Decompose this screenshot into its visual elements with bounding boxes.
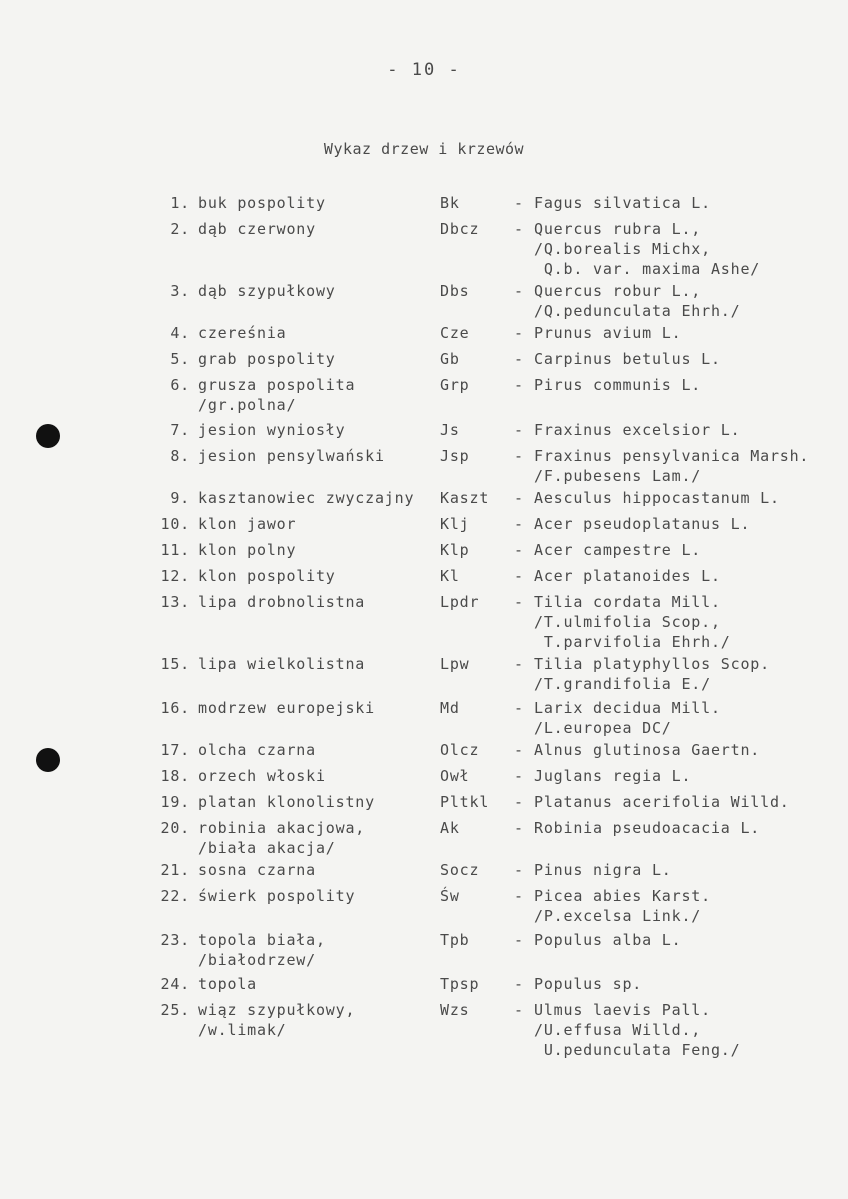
latin-name-line: /Q.pedunculata Ehrh./ bbox=[534, 302, 741, 320]
entry-number: 17. bbox=[160, 741, 190, 759]
dash-separator: - bbox=[514, 567, 524, 585]
polish-name-line: grusza pospolita bbox=[198, 376, 356, 394]
latin-name-line: Quercus rubra L., bbox=[534, 220, 702, 238]
entry-number: 1. bbox=[170, 194, 190, 212]
polish-name bbox=[198, 860, 316, 880]
entry-number: 12. bbox=[160, 567, 190, 585]
latin-name bbox=[534, 654, 770, 694]
polish-name bbox=[198, 420, 345, 440]
latin-name-line: Pirus communis L. bbox=[534, 376, 702, 394]
abbreviation: Kl bbox=[440, 567, 460, 585]
latin-name-line: Fraxinus pensylvanica Marsh. bbox=[534, 447, 810, 465]
entry-number: 9. bbox=[170, 489, 190, 507]
latin-name-line: /P.excelsa Link./ bbox=[534, 907, 702, 925]
polish-name bbox=[198, 349, 336, 369]
dash-separator: - bbox=[514, 515, 524, 533]
latin-name-line: Aesculus hippocastanum L. bbox=[534, 489, 780, 507]
punch-hole-bottom bbox=[36, 748, 60, 772]
polish-name bbox=[198, 281, 336, 301]
dash-separator: - bbox=[514, 421, 524, 439]
polish-name-line: /gr.polna/ bbox=[198, 396, 297, 414]
latin-name bbox=[534, 420, 740, 440]
polish-name-line: modrzew europejski bbox=[198, 699, 375, 717]
polish-name bbox=[198, 375, 355, 415]
abbreviation: Dbs bbox=[440, 282, 470, 300]
latin-name-line: Acer platanoides L. bbox=[534, 567, 721, 585]
latin-name-line: U.pedunculata Feng./ bbox=[534, 1041, 741, 1059]
abbreviation: Js bbox=[440, 421, 460, 439]
polish-name-line: klon pospolity bbox=[198, 567, 336, 585]
polish-name bbox=[198, 592, 365, 612]
page-title: Wykaz drzew i krzewów bbox=[323, 140, 525, 158]
dash-separator: - bbox=[514, 793, 524, 811]
dash-separator: - bbox=[514, 376, 524, 394]
latin-name bbox=[534, 349, 721, 369]
dash-separator: - bbox=[514, 741, 524, 759]
polish-name-line: dąb czerwony bbox=[198, 220, 316, 238]
dash-separator: - bbox=[514, 931, 524, 949]
abbreviation: Św bbox=[440, 887, 460, 905]
abbreviation: Olcz bbox=[440, 741, 480, 759]
abbreviation: Dbcz bbox=[440, 220, 480, 238]
polish-name bbox=[198, 740, 316, 760]
latin-name bbox=[534, 1000, 740, 1060]
polish-name-line: platan klonolistny bbox=[198, 793, 375, 811]
latin-name-line: /L.europea DC/ bbox=[534, 719, 672, 737]
abbreviation: Tpb bbox=[440, 931, 470, 949]
polish-name bbox=[198, 566, 336, 586]
polish-name-line: /białodrzew/ bbox=[198, 951, 316, 969]
abbreviation: Socz bbox=[440, 861, 480, 879]
abbreviation: Tpsp bbox=[440, 975, 480, 993]
latin-name-line: Acer pseudoplatanus L. bbox=[534, 515, 751, 533]
latin-name-line: /Q.borealis Michx, bbox=[534, 240, 711, 258]
latin-name-line: Alnus glutinosa Gaertn. bbox=[534, 741, 761, 759]
abbreviation: Lpdr bbox=[440, 593, 480, 611]
dash-separator: - bbox=[514, 655, 524, 673]
abbreviation: Cze bbox=[440, 324, 470, 342]
entry-number: 5. bbox=[170, 350, 190, 368]
entry-number: 22. bbox=[160, 887, 190, 905]
latin-name-line: Fraxinus excelsior L. bbox=[534, 421, 741, 439]
dash-separator: - bbox=[514, 350, 524, 368]
dash-separator: - bbox=[514, 489, 524, 507]
polish-name-line: topola biała, bbox=[198, 931, 326, 949]
abbreviation: Wzs bbox=[440, 1001, 470, 1019]
latin-name-line: Larix decidua Mill. bbox=[534, 699, 721, 717]
entry-number: 20. bbox=[160, 819, 190, 837]
polish-name-line: lipa drobnolistna bbox=[198, 593, 366, 611]
entry-number: 10. bbox=[160, 515, 190, 533]
dash-separator: - bbox=[514, 767, 524, 785]
polish-name bbox=[198, 540, 296, 560]
abbreviation: Bk bbox=[440, 194, 460, 212]
latin-name bbox=[534, 698, 721, 738]
entry-number: 19. bbox=[160, 793, 190, 811]
polish-name bbox=[198, 193, 326, 213]
polish-name-line: orzech włoski bbox=[198, 767, 326, 785]
polish-name bbox=[198, 323, 286, 343]
polish-name bbox=[198, 698, 375, 718]
polish-name-line: /w.limak/ bbox=[198, 1021, 287, 1039]
latin-name bbox=[534, 193, 711, 213]
abbreviation: Grp bbox=[440, 376, 470, 394]
latin-name-line: /U.effusa Willd., bbox=[534, 1021, 702, 1039]
latin-name-line: Carpinus betulus L. bbox=[534, 350, 721, 368]
latin-name bbox=[534, 818, 760, 838]
abbreviation: Owł bbox=[440, 767, 470, 785]
dash-separator: - bbox=[514, 324, 524, 342]
latin-name bbox=[534, 323, 681, 343]
polish-name bbox=[198, 446, 385, 466]
latin-name bbox=[534, 488, 780, 508]
polish-name bbox=[198, 1000, 355, 1040]
entry-number: 11. bbox=[160, 541, 190, 559]
latin-name-line: Q.b. var. maxima Ashe/ bbox=[534, 260, 761, 278]
entry-number: 18. bbox=[160, 767, 190, 785]
latin-name-line: Tilia cordata Mill. bbox=[534, 593, 721, 611]
entry-number: 23. bbox=[160, 931, 190, 949]
dash-separator: - bbox=[514, 220, 524, 238]
abbreviation: Klp bbox=[440, 541, 470, 559]
polish-name-line: /biała akacja/ bbox=[198, 839, 336, 857]
polish-name bbox=[198, 886, 355, 906]
dash-separator: - bbox=[514, 975, 524, 993]
polish-name-line: jesion wyniosły bbox=[198, 421, 346, 439]
polish-name bbox=[198, 488, 414, 508]
latin-name-line: Populus alba L. bbox=[534, 931, 682, 949]
latin-name-line: Ulmus laevis Pall. bbox=[534, 1001, 711, 1019]
latin-name bbox=[534, 886, 711, 926]
entry-number: 13. bbox=[160, 593, 190, 611]
dash-separator: - bbox=[514, 699, 524, 717]
dash-separator: - bbox=[514, 282, 524, 300]
latin-name bbox=[534, 281, 740, 321]
polish-name-line: grab pospolity bbox=[198, 350, 336, 368]
abbreviation: Pltkl bbox=[440, 793, 490, 811]
latin-name-line: Juglans regia L. bbox=[534, 767, 692, 785]
entry-number: 16. bbox=[160, 699, 190, 717]
dash-separator: - bbox=[514, 887, 524, 905]
polish-name bbox=[198, 766, 326, 786]
dash-separator: - bbox=[514, 1001, 524, 1019]
polish-name-line: klon jawor bbox=[198, 515, 297, 533]
latin-name bbox=[534, 930, 681, 950]
latin-name-line: /F.pubesens Lam./ bbox=[534, 467, 702, 485]
latin-name-line: Tilia platyphyllos Scop. bbox=[534, 655, 770, 673]
latin-name-line: Quercus robur L., bbox=[534, 282, 702, 300]
polish-name-line: olcha czarna bbox=[198, 741, 316, 759]
polish-name-line: czereśnia bbox=[198, 324, 287, 342]
latin-name-line: /T.ulmifolia Scop., bbox=[534, 613, 721, 631]
latin-name bbox=[534, 566, 721, 586]
latin-name-line: Platanus acerifolia Willd. bbox=[534, 793, 790, 811]
latin-name bbox=[534, 792, 790, 812]
polish-name bbox=[198, 974, 257, 994]
polish-name-line: klon polny bbox=[198, 541, 297, 559]
polish-name bbox=[198, 219, 316, 239]
polish-name bbox=[198, 930, 326, 970]
latin-name bbox=[534, 540, 701, 560]
abbreviation: Jsp bbox=[440, 447, 470, 465]
punch-hole-top bbox=[36, 424, 60, 448]
dash-separator: - bbox=[514, 541, 524, 559]
dash-separator: - bbox=[514, 447, 524, 465]
polish-name-line: sosna czarna bbox=[198, 861, 316, 879]
latin-name-line: Robinia pseudoacacia L. bbox=[534, 819, 761, 837]
latin-name-line: T.parvifolia Ehrh./ bbox=[534, 633, 731, 651]
latin-name bbox=[534, 375, 701, 395]
page-number: - 10 - bbox=[387, 60, 461, 80]
latin-name-line: Populus sp. bbox=[534, 975, 643, 993]
polish-name-line: dąb szypułkowy bbox=[198, 282, 336, 300]
latin-name-line: Fagus silvatica L. bbox=[534, 194, 711, 212]
polish-name-line: kasztanowiec zwyczajny bbox=[198, 489, 415, 507]
latin-name bbox=[534, 219, 760, 279]
latin-name bbox=[534, 740, 760, 760]
abbreviation: Kaszt bbox=[440, 489, 490, 507]
dash-separator: - bbox=[514, 593, 524, 611]
entry-number: 6. bbox=[170, 376, 190, 394]
polish-name-line: świerk pospolity bbox=[198, 887, 356, 905]
polish-name bbox=[198, 818, 365, 858]
polish-name-line: jesion pensylwański bbox=[198, 447, 385, 465]
polish-name-line: buk pospolity bbox=[198, 194, 326, 212]
latin-name-line: Prunus avium L. bbox=[534, 324, 682, 342]
polish-name-line: robinia akacjowa, bbox=[198, 819, 366, 837]
polish-name-line: topola bbox=[198, 975, 257, 993]
abbreviation: Md bbox=[440, 699, 460, 717]
entry-number: 24. bbox=[160, 975, 190, 993]
abbreviation: Lpw bbox=[440, 655, 470, 673]
entry-number: 25. bbox=[160, 1001, 190, 1019]
abbreviation: Gb bbox=[440, 350, 460, 368]
latin-name-line: Picea abies Karst. bbox=[534, 887, 711, 905]
entry-number: 4. bbox=[170, 324, 190, 342]
entry-number: 15. bbox=[160, 655, 190, 673]
latin-name-line: /T.grandifolia E./ bbox=[534, 675, 711, 693]
entry-number: 21. bbox=[160, 861, 190, 879]
latin-name bbox=[534, 446, 809, 486]
polish-name-line: wiąz szypułkowy, bbox=[198, 1001, 356, 1019]
latin-name bbox=[534, 592, 731, 652]
latin-name bbox=[534, 514, 750, 534]
latin-name-line: Acer campestre L. bbox=[534, 541, 702, 559]
entry-number: 7. bbox=[170, 421, 190, 439]
polish-name bbox=[198, 792, 375, 812]
polish-name bbox=[198, 654, 365, 674]
polish-name-line: lipa wielkolistna bbox=[198, 655, 366, 673]
dash-separator: - bbox=[514, 194, 524, 212]
abbreviation: Ak bbox=[440, 819, 460, 837]
latin-name bbox=[534, 974, 642, 994]
latin-name bbox=[534, 860, 672, 880]
abbreviation: Klj bbox=[440, 515, 470, 533]
dash-separator: - bbox=[514, 819, 524, 837]
entry-number: 3. bbox=[170, 282, 190, 300]
entry-number: 8. bbox=[170, 447, 190, 465]
polish-name bbox=[198, 514, 296, 534]
latin-name-line: Pinus nigra L. bbox=[534, 861, 672, 879]
entry-number: 2. bbox=[170, 220, 190, 238]
dash-separator: - bbox=[514, 861, 524, 879]
latin-name bbox=[534, 766, 691, 786]
